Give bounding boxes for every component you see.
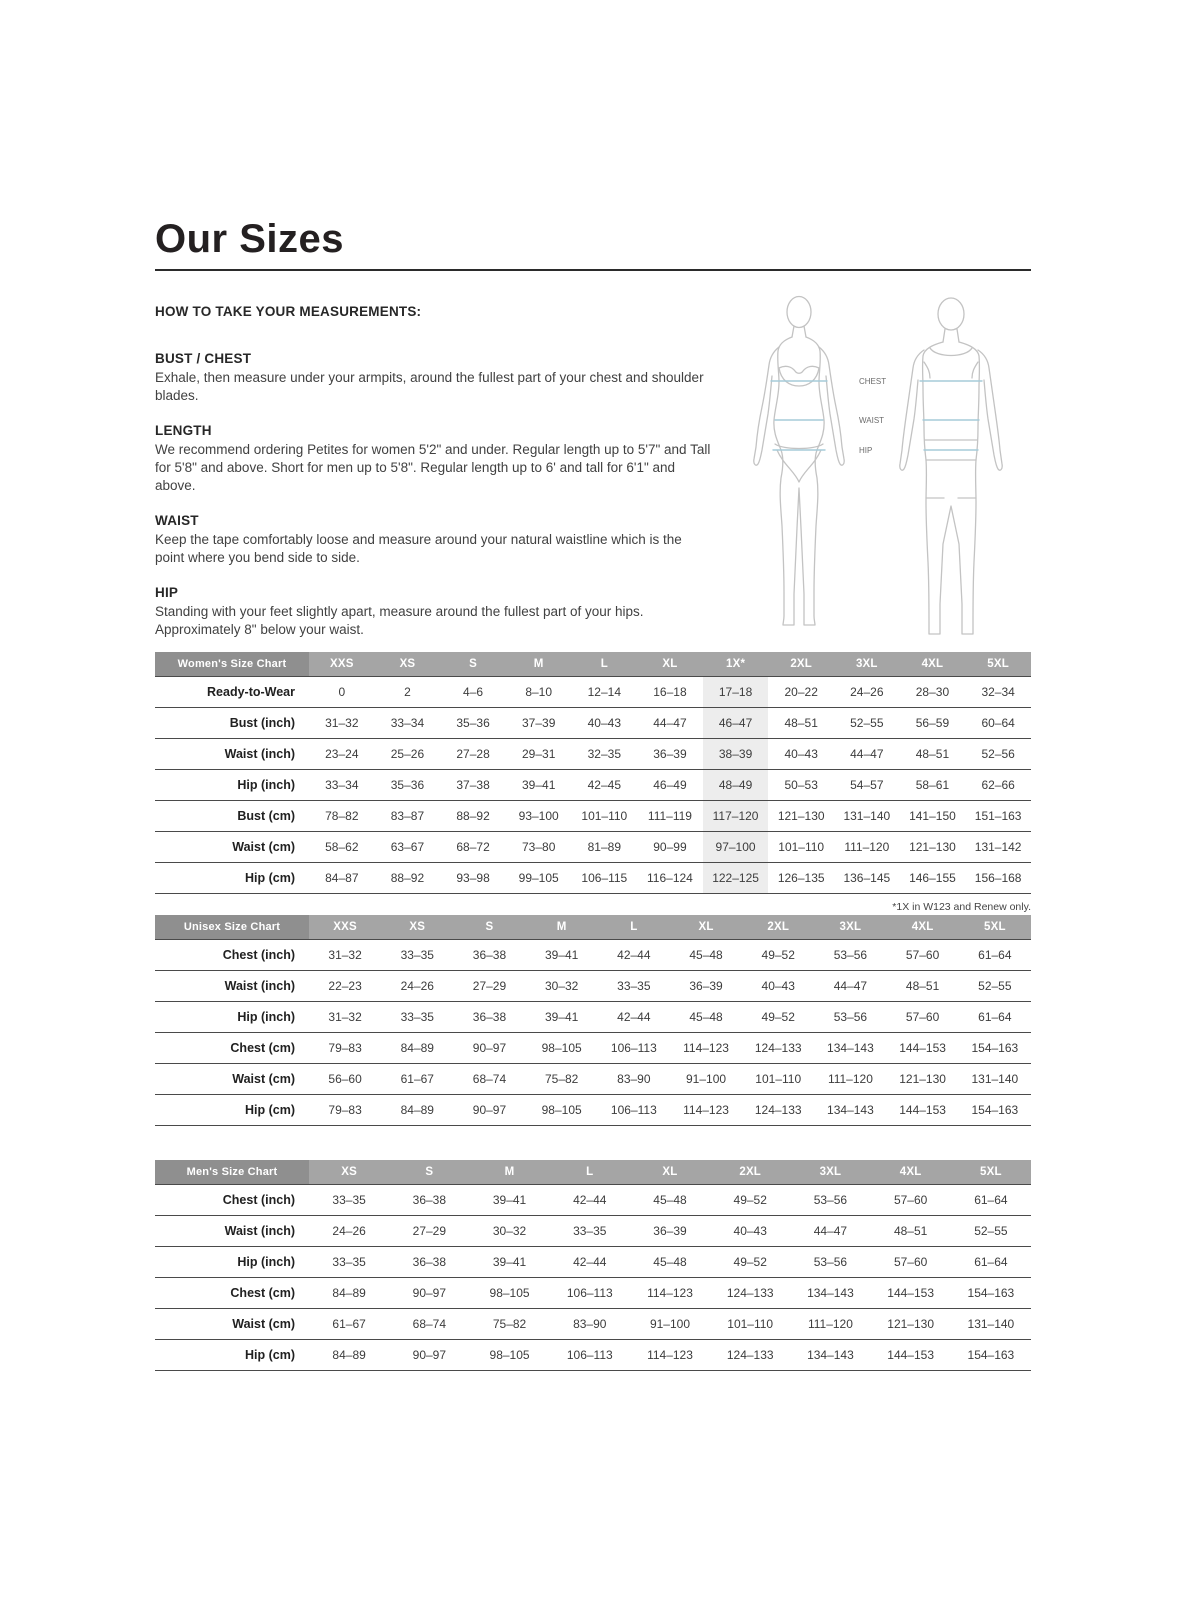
table-cell: 33–35 bbox=[309, 1185, 389, 1216]
table-cell: 37–39 bbox=[506, 708, 572, 739]
measurement-text-column bbox=[155, 292, 713, 657]
table-cell: 38–39 bbox=[703, 739, 769, 770]
table-cell: 58–61 bbox=[900, 770, 966, 801]
table-cell: 48–51 bbox=[871, 1216, 951, 1247]
row-label: Waist (cm) bbox=[155, 1064, 309, 1095]
table-cell: 36–38 bbox=[453, 1002, 525, 1033]
table-cell: 33–34 bbox=[309, 770, 375, 801]
table-cell: 90–97 bbox=[389, 1278, 469, 1309]
table-cell: 122–125 bbox=[703, 863, 769, 894]
table-cell: 124–133 bbox=[742, 1095, 814, 1126]
measurement-instructions bbox=[155, 292, 1031, 657]
table-cell: 30–32 bbox=[526, 971, 598, 1002]
table-cell: 33–35 bbox=[381, 940, 453, 971]
how-to-heading: HOW TO TAKE YOUR MEASUREMENTS: bbox=[155, 304, 422, 319]
table-cell: 32–35 bbox=[572, 739, 638, 770]
table-row bbox=[155, 863, 1031, 894]
table-cell: 114–123 bbox=[670, 1033, 742, 1064]
table-cell: 144–153 bbox=[871, 1340, 951, 1371]
table-cell: 49–52 bbox=[742, 940, 814, 971]
table-cell: 114–123 bbox=[630, 1278, 710, 1309]
size-column-header: 2XL bbox=[768, 652, 834, 677]
table-cell: 111–120 bbox=[790, 1309, 870, 1340]
table-cell: 84–89 bbox=[381, 1095, 453, 1126]
table-cell: 90–97 bbox=[453, 1095, 525, 1126]
table-cell: 68–74 bbox=[453, 1064, 525, 1095]
row-label: Waist (inch) bbox=[155, 739, 309, 770]
section-heading: HIP bbox=[155, 584, 179, 600]
table-cell: 101–110 bbox=[742, 1064, 814, 1095]
table-cell: 40–43 bbox=[742, 971, 814, 1002]
table-cell: 32–34 bbox=[965, 677, 1031, 708]
table-cell: 144–153 bbox=[887, 1033, 959, 1064]
row-label: Hip (cm) bbox=[155, 1095, 309, 1126]
table-cell: 52–56 bbox=[965, 739, 1031, 770]
table-cell: 111–120 bbox=[834, 832, 900, 863]
section-heading: WAIST bbox=[155, 512, 199, 528]
size-column-header: 4XL bbox=[871, 1160, 951, 1185]
table-cell: 121–130 bbox=[887, 1064, 959, 1095]
section-body: We recommend ordering Petites for women 5'2" and under. Regular length up to 5'7" and Tall for 5'8" and above. Short for men up to 5'8". Regular length up to 6' and tall for 6'1" and above. bbox=[155, 441, 711, 493]
table-cell: 52–55 bbox=[951, 1216, 1031, 1247]
table-cell: 27–29 bbox=[453, 971, 525, 1002]
table-cell: 33–35 bbox=[309, 1247, 389, 1278]
table-cell: 48–51 bbox=[900, 739, 966, 770]
section-heading: BUST / CHEST bbox=[155, 351, 252, 366]
table-cell: 45–48 bbox=[670, 940, 742, 971]
table-cell: 90–97 bbox=[389, 1340, 469, 1371]
table-cell: 42–44 bbox=[550, 1185, 630, 1216]
table-cell: 40–43 bbox=[572, 708, 638, 739]
table-cell: 116–124 bbox=[637, 863, 703, 894]
size-column-header: 2XL bbox=[742, 915, 814, 940]
table-cell: 53–56 bbox=[814, 940, 886, 971]
table-cell: 98–105 bbox=[469, 1278, 549, 1309]
row-label: Hip (inch) bbox=[155, 1247, 309, 1278]
table-cell: 36–38 bbox=[453, 940, 525, 971]
size-table bbox=[155, 915, 1031, 1126]
size-column-header: 1X* bbox=[703, 652, 769, 677]
table-cell: 79–83 bbox=[309, 1095, 381, 1126]
table-cell: 25–26 bbox=[375, 739, 441, 770]
table-cell: 35–36 bbox=[375, 770, 441, 801]
table-cell: 39–41 bbox=[469, 1247, 549, 1278]
table-row bbox=[155, 770, 1031, 801]
table-cell: 30–32 bbox=[469, 1216, 549, 1247]
table-cell: 111–120 bbox=[814, 1064, 886, 1095]
hip-figure-label: HIP bbox=[859, 446, 873, 455]
table-row bbox=[155, 1247, 1031, 1278]
table-row bbox=[155, 1216, 1031, 1247]
table-cell: 154–163 bbox=[951, 1278, 1031, 1309]
table-cell: 88–92 bbox=[375, 863, 441, 894]
table-cell: 134–143 bbox=[790, 1278, 870, 1309]
row-label: Bust (inch) bbox=[155, 708, 309, 739]
table-cell: 53–56 bbox=[790, 1185, 870, 1216]
table-cell: 78–82 bbox=[309, 801, 375, 832]
table-cell: 57–60 bbox=[871, 1185, 951, 1216]
row-label: Waist (cm) bbox=[155, 832, 309, 863]
table-cell: 106–113 bbox=[550, 1340, 630, 1371]
table-cell: 134–143 bbox=[814, 1033, 886, 1064]
size-column-header: S bbox=[440, 652, 506, 677]
table-cell: 49–52 bbox=[742, 1002, 814, 1033]
table-cell: 39–41 bbox=[526, 1002, 598, 1033]
table-cell: 84–89 bbox=[309, 1278, 389, 1309]
table-cell: 36–38 bbox=[389, 1247, 469, 1278]
table-cell: 46–47 bbox=[703, 708, 769, 739]
size-column-header: L bbox=[598, 915, 670, 940]
size-column-header: XS bbox=[381, 915, 453, 940]
table-cell: 61–67 bbox=[309, 1309, 389, 1340]
table-cell: 17–18 bbox=[703, 677, 769, 708]
table-cell: 29–31 bbox=[506, 739, 572, 770]
table-cell: 2 bbox=[375, 677, 441, 708]
mens-size-chart bbox=[155, 1160, 1031, 1371]
table-row bbox=[155, 708, 1031, 739]
section-body: Keep the tape comfortably loose and measure around your natural waistline which is the point where you bend side to side. bbox=[155, 531, 682, 565]
size-column-header: 3XL bbox=[834, 652, 900, 677]
table-cell: 106–113 bbox=[598, 1033, 670, 1064]
table-cell: 91–100 bbox=[630, 1309, 710, 1340]
table-cell: 101–110 bbox=[768, 832, 834, 863]
table-cell: 111–119 bbox=[637, 801, 703, 832]
table-cell: 48–49 bbox=[703, 770, 769, 801]
table-cell: 22–23 bbox=[309, 971, 381, 1002]
row-label: Hip (inch) bbox=[155, 1002, 309, 1033]
table-cell: 57–60 bbox=[871, 1247, 951, 1278]
header-row bbox=[155, 915, 1031, 940]
table-cell: 131–140 bbox=[834, 801, 900, 832]
table-cell: 16–18 bbox=[637, 677, 703, 708]
table-cell: 90–97 bbox=[453, 1033, 525, 1064]
table-cell: 126–135 bbox=[768, 863, 834, 894]
table-cell: 27–29 bbox=[389, 1216, 469, 1247]
table-cell: 52–55 bbox=[959, 971, 1031, 1002]
table-cell: 44–47 bbox=[834, 739, 900, 770]
size-column-header: M bbox=[506, 652, 572, 677]
table-cell: 35–36 bbox=[440, 708, 506, 739]
table-row bbox=[155, 832, 1031, 863]
size-column-header: M bbox=[469, 1160, 549, 1185]
table-cell: 36–39 bbox=[630, 1216, 710, 1247]
table-cell: 83–90 bbox=[550, 1309, 630, 1340]
table-cell: 98–105 bbox=[526, 1033, 598, 1064]
table-title-cell: Unisex Size Chart bbox=[155, 915, 309, 940]
table-cell: 53–56 bbox=[790, 1247, 870, 1278]
table-cell: 57–60 bbox=[887, 940, 959, 971]
table-cell: 45–48 bbox=[670, 1002, 742, 1033]
table-cell: 27–28 bbox=[440, 739, 506, 770]
table-row bbox=[155, 1278, 1031, 1309]
row-label: Hip (cm) bbox=[155, 1340, 309, 1371]
title-divider bbox=[155, 269, 1031, 271]
table-cell: 58–62 bbox=[309, 832, 375, 863]
size-column-header: 2XL bbox=[710, 1160, 790, 1185]
table-title-cell: Men's Size Chart bbox=[155, 1160, 309, 1185]
row-label: Waist (cm) bbox=[155, 1309, 309, 1340]
table-cell: 117–120 bbox=[703, 801, 769, 832]
table-cell: 31–32 bbox=[309, 940, 381, 971]
table-cell: 62–66 bbox=[965, 770, 1031, 801]
table-cell: 99–105 bbox=[506, 863, 572, 894]
table-cell: 60–64 bbox=[965, 708, 1031, 739]
table-cell: 146–155 bbox=[900, 863, 966, 894]
measurement-figures bbox=[751, 292, 1031, 657]
size-column-header: XL bbox=[637, 652, 703, 677]
table-cell: 40–43 bbox=[710, 1216, 790, 1247]
table-cell: 84–87 bbox=[309, 863, 375, 894]
table-row bbox=[155, 677, 1031, 708]
table-cell: 141–150 bbox=[900, 801, 966, 832]
table-cell: 33–35 bbox=[598, 971, 670, 1002]
table-cell: 50–53 bbox=[768, 770, 834, 801]
table-cell: 31–32 bbox=[309, 708, 375, 739]
table-cell: 154–163 bbox=[951, 1340, 1031, 1371]
table-cell: 49–52 bbox=[710, 1247, 790, 1278]
table-cell: 121–130 bbox=[871, 1309, 951, 1340]
table-cell: 45–48 bbox=[630, 1247, 710, 1278]
table-row bbox=[155, 1033, 1031, 1064]
womens-size-chart bbox=[155, 652, 1031, 913]
table-cell: 54–57 bbox=[834, 770, 900, 801]
size-column-header: 5XL bbox=[959, 915, 1031, 940]
size-column-header: XL bbox=[670, 915, 742, 940]
table-cell: 124–133 bbox=[742, 1033, 814, 1064]
table-cell: 131–140 bbox=[959, 1064, 1031, 1095]
table-cell: 20–22 bbox=[768, 677, 834, 708]
table-cell: 42–44 bbox=[550, 1247, 630, 1278]
table-cell: 93–98 bbox=[440, 863, 506, 894]
table-cell: 68–74 bbox=[389, 1309, 469, 1340]
row-label: Ready-to-Wear bbox=[155, 677, 309, 708]
row-label: Hip (cm) bbox=[155, 863, 309, 894]
table-cell: 4–6 bbox=[440, 677, 506, 708]
table-cell: 154–163 bbox=[959, 1033, 1031, 1064]
table-row bbox=[155, 1002, 1031, 1033]
table-row bbox=[155, 940, 1031, 971]
table-cell: 53–56 bbox=[814, 1002, 886, 1033]
table-cell: 84–89 bbox=[309, 1340, 389, 1371]
size-column-header: 4XL bbox=[887, 915, 959, 940]
table-row bbox=[155, 1309, 1031, 1340]
table-cell: 44–47 bbox=[790, 1216, 870, 1247]
table-cell: 24–26 bbox=[381, 971, 453, 1002]
table-cell: 121–130 bbox=[768, 801, 834, 832]
male-figure-icon bbox=[900, 298, 1002, 634]
table-row bbox=[155, 801, 1031, 832]
row-label: Chest (cm) bbox=[155, 1033, 309, 1064]
table-cell: 61–64 bbox=[959, 1002, 1031, 1033]
table-cell: 101–110 bbox=[572, 801, 638, 832]
table-row bbox=[155, 1340, 1031, 1371]
table-cell: 40–43 bbox=[768, 739, 834, 770]
table-cell: 31–32 bbox=[309, 1002, 381, 1033]
table-cell: 57–60 bbox=[887, 1002, 959, 1033]
table-cell: 56–60 bbox=[309, 1064, 381, 1095]
size-column-header: XXS bbox=[309, 652, 375, 677]
table-cell: 131–142 bbox=[965, 832, 1031, 863]
table-cell: 24–26 bbox=[309, 1216, 389, 1247]
table-cell: 73–80 bbox=[506, 832, 572, 863]
row-label: Waist (inch) bbox=[155, 1216, 309, 1247]
table-cell: 52–55 bbox=[834, 708, 900, 739]
table-cell: 88–92 bbox=[440, 801, 506, 832]
table-cell: 134–143 bbox=[790, 1340, 870, 1371]
table-cell: 28–30 bbox=[900, 677, 966, 708]
table-cell: 124–133 bbox=[710, 1278, 790, 1309]
female-figure-icon bbox=[754, 297, 844, 626]
table-cell: 39–41 bbox=[526, 940, 598, 971]
table-cell: 151–163 bbox=[965, 801, 1031, 832]
table-cell: 39–41 bbox=[469, 1185, 549, 1216]
table-row bbox=[155, 1095, 1031, 1126]
table-cell: 44–47 bbox=[814, 971, 886, 1002]
table-cell: 114–123 bbox=[630, 1340, 710, 1371]
table-cell: 75–82 bbox=[469, 1309, 549, 1340]
size-column-header: 3XL bbox=[814, 915, 886, 940]
row-label: Chest (inch) bbox=[155, 1185, 309, 1216]
table-cell: 106–113 bbox=[550, 1278, 630, 1309]
table-cell: 42–45 bbox=[572, 770, 638, 801]
section-body: Standing with your feet slightly apart, measure around the fullest part of your hips. Approximately 8" below your waist. bbox=[155, 603, 644, 637]
size-column-header: XS bbox=[375, 652, 441, 677]
row-label: Waist (inch) bbox=[155, 971, 309, 1002]
table-cell: 45–48 bbox=[630, 1185, 710, 1216]
table-cell: 90–99 bbox=[637, 832, 703, 863]
row-label: Bust (cm) bbox=[155, 801, 309, 832]
table-cell: 144–153 bbox=[887, 1095, 959, 1126]
table-cell: 61–67 bbox=[381, 1064, 453, 1095]
table-cell: 44–47 bbox=[637, 708, 703, 739]
table-cell: 83–87 bbox=[375, 801, 441, 832]
table-cell: 23–24 bbox=[309, 739, 375, 770]
table-cell: 68–72 bbox=[440, 832, 506, 863]
size-table bbox=[155, 1160, 1031, 1371]
section-bust-chest bbox=[155, 351, 713, 405]
table-cell: 83–90 bbox=[598, 1064, 670, 1095]
size-column-header: XXS bbox=[309, 915, 381, 940]
unisex-size-chart bbox=[155, 915, 1031, 1126]
section-waist bbox=[155, 513, 713, 567]
table-cell: 61–64 bbox=[951, 1247, 1031, 1278]
table-row bbox=[155, 971, 1031, 1002]
table-title-cell: Women's Size Chart bbox=[155, 652, 309, 677]
table-cell: 33–35 bbox=[381, 1002, 453, 1033]
table-cell: 61–64 bbox=[951, 1185, 1031, 1216]
table-cell: 106–113 bbox=[598, 1095, 670, 1126]
female-measure-lines bbox=[771, 381, 827, 450]
header-row bbox=[155, 1160, 1031, 1185]
table-cell: 98–105 bbox=[469, 1340, 549, 1371]
header-row bbox=[155, 652, 1031, 677]
table-cell: 101–110 bbox=[710, 1309, 790, 1340]
table-cell: 154–163 bbox=[959, 1095, 1031, 1126]
womens-chart-footnote: *1X in W123 and Renew only. bbox=[892, 901, 1031, 913]
page-title: Our Sizes bbox=[155, 217, 345, 261]
table-cell: 84–89 bbox=[381, 1033, 453, 1064]
table-cell: 124–133 bbox=[710, 1340, 790, 1371]
table-cell: 136–145 bbox=[834, 863, 900, 894]
table-cell: 93–100 bbox=[506, 801, 572, 832]
size-column-header: XL bbox=[630, 1160, 710, 1185]
size-column-header: 4XL bbox=[900, 652, 966, 677]
table-cell: 49–52 bbox=[710, 1185, 790, 1216]
size-column-header: XS bbox=[309, 1160, 389, 1185]
table-cell: 37–38 bbox=[440, 770, 506, 801]
table-cell: 144–153 bbox=[871, 1278, 951, 1309]
table-cell: 48–51 bbox=[887, 971, 959, 1002]
table-cell: 97–100 bbox=[703, 832, 769, 863]
row-label: Chest (cm) bbox=[155, 1278, 309, 1309]
table-cell: 91–100 bbox=[670, 1064, 742, 1095]
table-cell: 36–38 bbox=[389, 1185, 469, 1216]
table-cell: 42–44 bbox=[598, 940, 670, 971]
size-column-header: 3XL bbox=[790, 1160, 870, 1185]
table-cell: 81–89 bbox=[572, 832, 638, 863]
row-label: Hip (inch) bbox=[155, 770, 309, 801]
size-column-header: M bbox=[526, 915, 598, 940]
table-row bbox=[155, 739, 1031, 770]
table-cell: 42–44 bbox=[598, 1002, 670, 1033]
title-block bbox=[155, 218, 1031, 271]
size-column-header: L bbox=[572, 652, 638, 677]
table-cell: 114–123 bbox=[670, 1095, 742, 1126]
table-cell: 56–59 bbox=[900, 708, 966, 739]
size-column-header: S bbox=[389, 1160, 469, 1185]
table-cell: 75–82 bbox=[526, 1064, 598, 1095]
table-cell: 39–41 bbox=[506, 770, 572, 801]
table-cell: 63–67 bbox=[375, 832, 441, 863]
section-hip bbox=[155, 585, 713, 639]
table-cell: 33–34 bbox=[375, 708, 441, 739]
table-cell: 134–143 bbox=[814, 1095, 886, 1126]
table-cell: 61–64 bbox=[959, 940, 1031, 971]
size-table bbox=[155, 652, 1031, 894]
table-cell: 0 bbox=[309, 677, 375, 708]
size-column-header: 5XL bbox=[965, 652, 1031, 677]
table-row bbox=[155, 1064, 1031, 1095]
table-cell: 98–105 bbox=[526, 1095, 598, 1126]
body-figures-illustration bbox=[751, 292, 1031, 637]
table-cell: 33–35 bbox=[550, 1216, 630, 1247]
table-cell: 36–39 bbox=[670, 971, 742, 1002]
section-heading: LENGTH bbox=[155, 422, 212, 438]
table-row bbox=[155, 1185, 1031, 1216]
section-body: Exhale, then measure under your armpits, around the fullest part of your chest and shoulder blades. bbox=[155, 370, 704, 403]
row-label: Chest (inch) bbox=[155, 940, 309, 971]
size-column-header: L bbox=[550, 1160, 630, 1185]
table-cell: 36–39 bbox=[637, 739, 703, 770]
table-cell: 106–115 bbox=[572, 863, 638, 894]
table-cell: 12–14 bbox=[572, 677, 638, 708]
table-cell: 131–140 bbox=[951, 1309, 1031, 1340]
table-cell: 46–49 bbox=[637, 770, 703, 801]
table-cell: 79–83 bbox=[309, 1033, 381, 1064]
table-cell: 24–26 bbox=[834, 677, 900, 708]
section-length bbox=[155, 423, 713, 495]
table-cell: 8–10 bbox=[506, 677, 572, 708]
table-cell: 156–168 bbox=[965, 863, 1031, 894]
size-column-header: 5XL bbox=[951, 1160, 1031, 1185]
chest-figure-label: CHEST bbox=[859, 377, 887, 386]
size-column-header: S bbox=[453, 915, 525, 940]
waist-figure-label: WAIST bbox=[859, 416, 885, 425]
table-cell: 121–130 bbox=[900, 832, 966, 863]
table-cell: 48–51 bbox=[768, 708, 834, 739]
